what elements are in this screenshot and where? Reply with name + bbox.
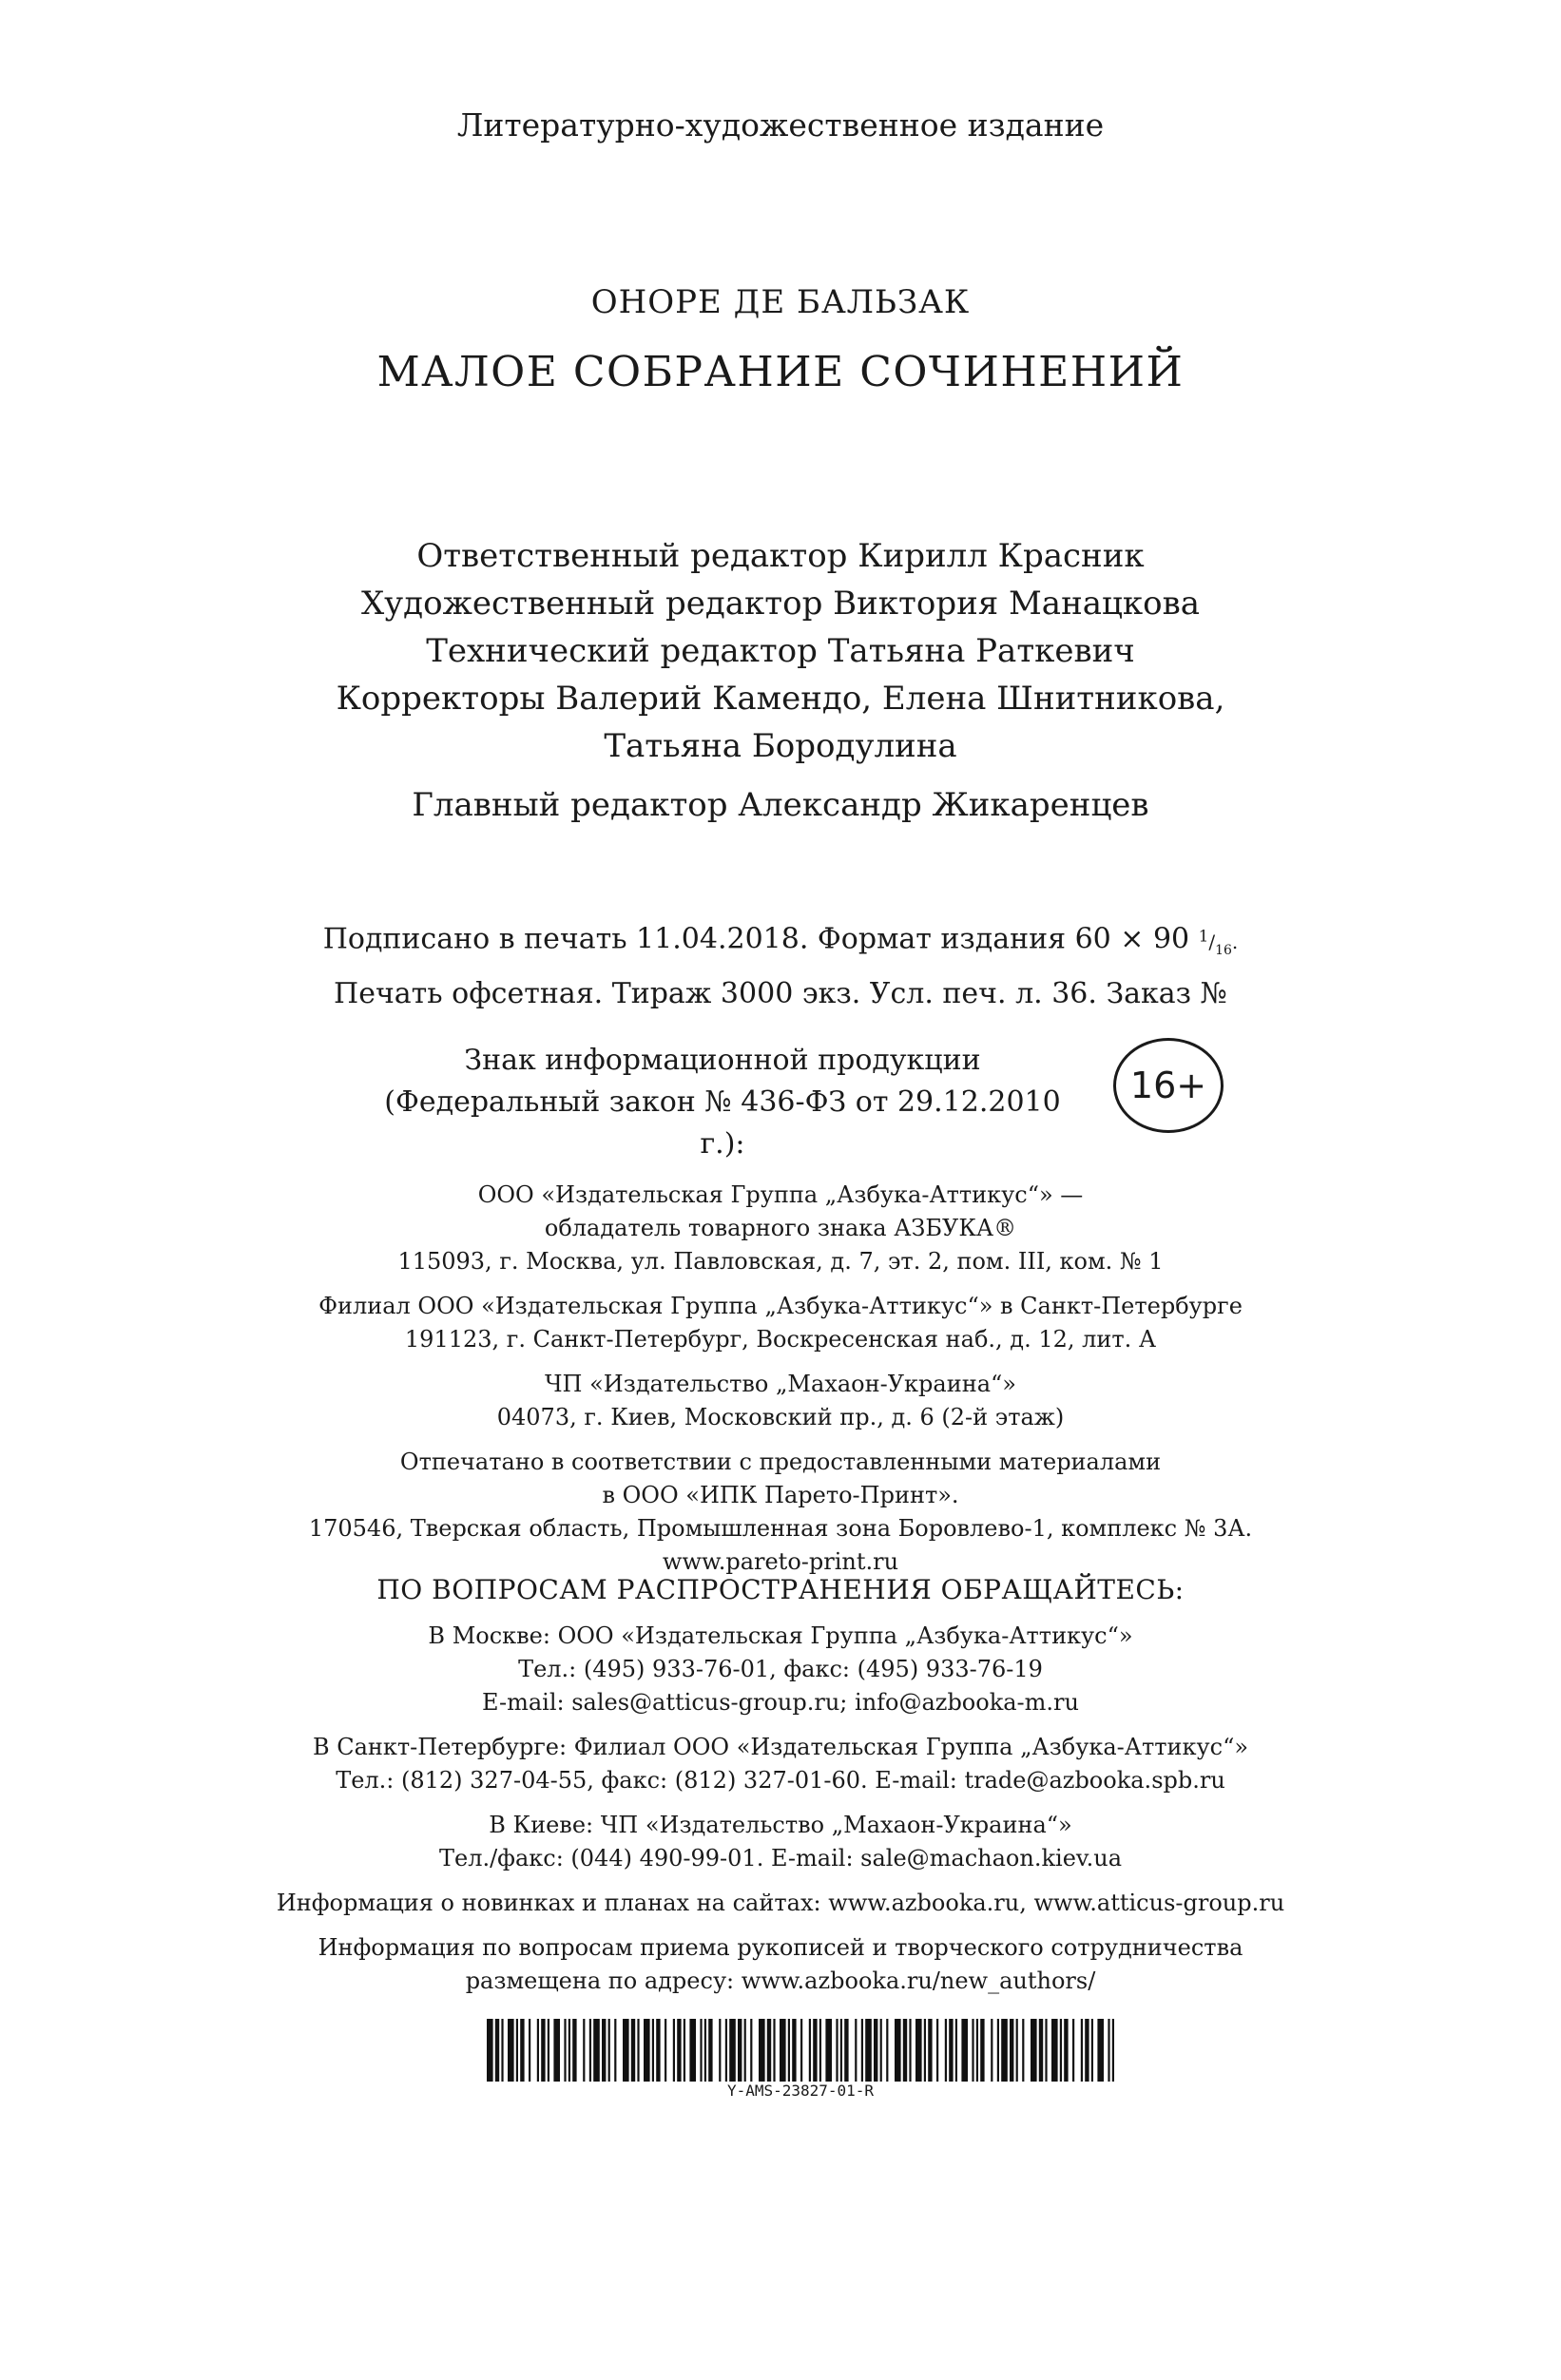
distribution-info [0, 1620, 1561, 1998]
distribution-line: Информация о новинках и планах на сайтах: www.azbooka.ru, www.atticus-group.ru [276, 1890, 1285, 1916]
printer-line: 170546, Тверская область, Промышленная зона Боровлево-1, комплекс № 3А. [308, 1515, 1253, 1542]
publisher-line: 115093, г. Москва, ул. Павловская, д. 7, эт. 2, пом. III, ком. № 1 [397, 1248, 1164, 1275]
barcode-icon [487, 2019, 1114, 2082]
staff-line: Художественный редактор Виктория Манацкова [360, 585, 1201, 623]
publisher-line: 04073, г. Киев, Московский пр., д. 6 (2-й этаж) [496, 1404, 1065, 1430]
age-sign-law: (Федеральный закон № 436-ФЗ от 29.12.2010 г.): [384, 1085, 1061, 1161]
age-rating-badge: 16+ [1113, 1038, 1224, 1133]
staff-credits [0, 532, 1561, 829]
print-line [0, 914, 1561, 972]
staff-line: Татьяна Бородулина [604, 727, 957, 765]
publisher-line: ЧП «Издательство „Махаон-Украина“» [545, 1371, 1016, 1397]
distribution-line: E-mail: sales@atticus-group.ru; info@azbooka-m.ru [482, 1689, 1079, 1716]
age-sign-text [361, 1040, 1084, 1165]
series-title: МАЛОЕ СОБРАНИЕ СОЧИНЕНИЙ [376, 348, 1185, 396]
barcode-code: Y-AMS-23827-01-R [726, 2082, 875, 2100]
printer-line: Отпечатано в соответствии с предоставленными материалами [399, 1449, 1162, 1475]
staff-line: Корректоры Валерий Камендо, Елена Шнитникова, [336, 680, 1225, 718]
printer-line: в ООО «ИПК Парето-Принт». [602, 1482, 959, 1508]
distribution-line: Тел.: (495) 933-76-01, факс: (495) 933-76-19 [518, 1656, 1043, 1682]
edition-type: Литературно-художественное издание [456, 106, 1105, 144]
distribution-line: Тел.: (812) 327-04-55, факс: (812) 327-01-60. E-mail: trade@azbooka.spb.ru [336, 1767, 1225, 1794]
publisher-line: 191123, г. Санкт-Петербург, Воскресенская наб., д. 12, лит. А [404, 1326, 1157, 1353]
chief-editor: Главный редактор Александр Жикаренцев [412, 786, 1149, 824]
staff-line: Технический редактор Татьяна Раткевич [426, 632, 1135, 670]
staff-line: Ответственный редактор Кирилл Красник [416, 537, 1145, 575]
age-sign-line: Знак информационной продукции [464, 1044, 981, 1077]
publisher-info [0, 1179, 1561, 1579]
printer-line: www.pareto-print.ru [662, 1548, 899, 1575]
format-fraction: $^1/_{16}$. [1198, 927, 1239, 958]
author-name: ОНОРЕ ДЕ БАЛЬЗАК [590, 283, 971, 321]
distribution-line: В Киеве: ЧП «Издательство „Махаон-Украина“» [489, 1812, 1072, 1838]
publisher-line: ООО «Издательская Группа „Азбука-Аттикус“» — [477, 1181, 1084, 1208]
print-run-line: Печать офсетная. Тираж 3000 экз. Усл. печ. л. 36. Заказ № [334, 976, 1227, 1010]
distribution-title: ПО ВОПРОСАМ РАСПРОСТРАНЕНИЯ ОБРАЩАЙТЕСЬ: [376, 1574, 1185, 1605]
print-format-text: Подписано в печать 11.04.2018. Формат издания 60 × 90 [322, 922, 1190, 956]
distribution-line: В Санкт-Петербурге: Филиал ООО «Издательская Группа „Азбука-Аттикус“» [312, 1734, 1249, 1760]
distribution-line: размещена по адресу: www.azbooka.ru/new_authors/ [465, 1967, 1096, 1994]
distribution-line: Информация по вопросам приема рукописей и творческого сотрудничества [318, 1934, 1243, 1961]
publisher-line: Филиал ООО «Издательская Группа „Азбука-Аттикус“» в Санкт-Петербурге [318, 1293, 1243, 1319]
distribution-line: В Москве: ООО «Издательская Группа „Азбука-Аттикус“» [428, 1622, 1133, 1649]
distribution-line: Тел./факс: (044) 490-99-01. E-mail: sale@machaon.kiev.ua [439, 1845, 1122, 1871]
publisher-line: обладатель товарного знака АЗБУКА® [544, 1215, 1017, 1241]
print-info [0, 914, 1561, 1016]
